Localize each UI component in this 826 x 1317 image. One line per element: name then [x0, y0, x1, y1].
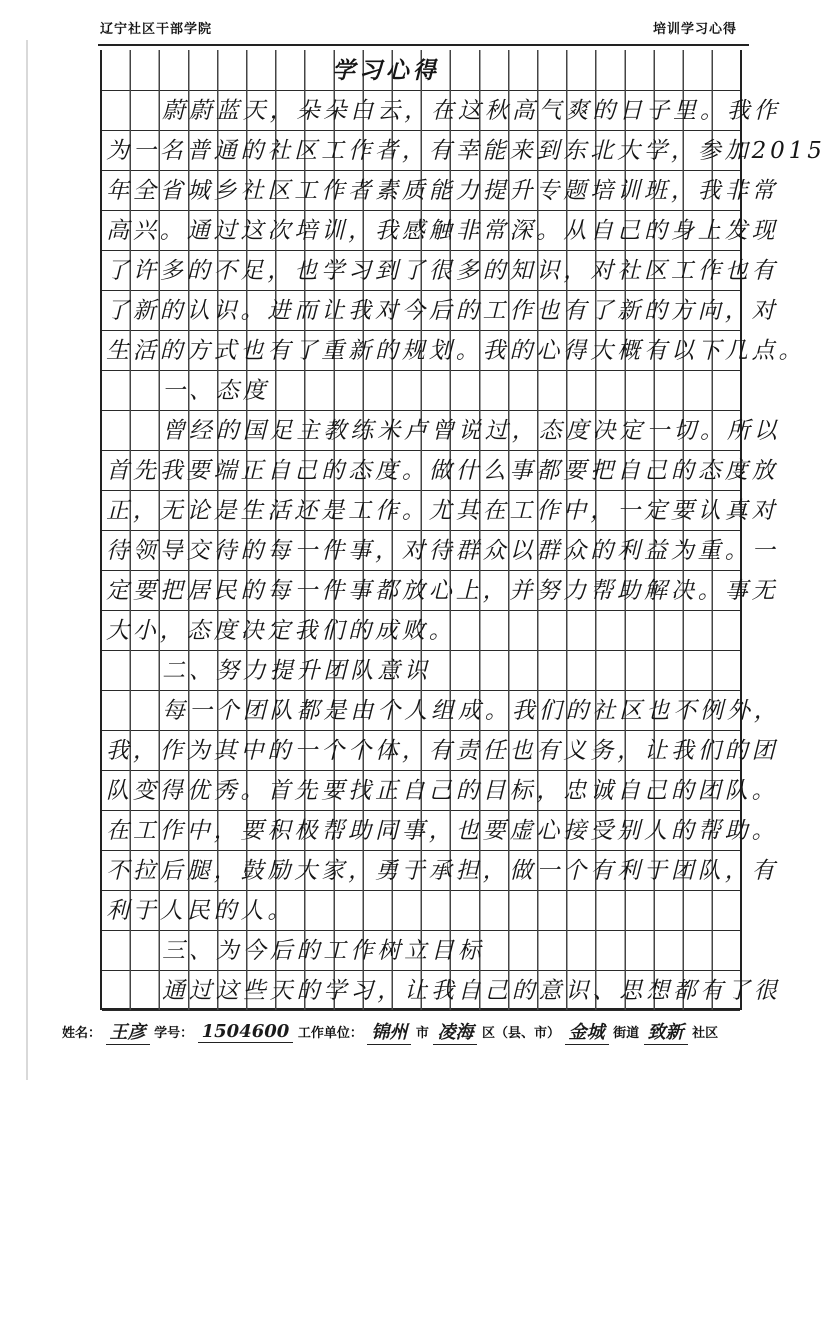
- essay-line: [102, 610, 740, 651]
- essay-line-text: 通过这些天的学习，让我自己的意识、思想都有了很: [162, 978, 781, 1004]
- essay-line-text: 了新的认识。进而让我对今后的工作也有了新的方向，对: [106, 298, 779, 324]
- essay-line-text: 正，无论是生活还是工作。尤其在工作中，一定要认真对: [106, 498, 779, 524]
- essay-line: [102, 90, 781, 131]
- community-suffix: 社区: [692, 1026, 719, 1041]
- essay-line-text: 二、努力提升团队意识: [162, 658, 431, 684]
- essay-line: [102, 490, 779, 531]
- header-institution: 辽宁社区干部学院: [100, 22, 213, 37]
- essay-line: [102, 330, 806, 371]
- essay-line-text: 利于人民的人。: [106, 898, 295, 924]
- essay-line: [102, 770, 779, 811]
- community-value: 致新: [644, 1018, 688, 1045]
- essay-line-text: 在工作中，要积极帮助同事，也要虚心接受别人的帮助。: [106, 818, 779, 844]
- essay-line: [102, 810, 779, 851]
- id-label: 学号：: [154, 1026, 194, 1041]
- street-value: 金城: [565, 1018, 609, 1045]
- essay-line: [102, 290, 779, 331]
- essay-line: [102, 450, 779, 491]
- essay-line-text: 队变得优秀。首先要找正自己的目标，忠诚自己的团队。: [106, 778, 779, 804]
- essay-line-text: 年全省城乡社区工作者素质能力提升专题培训班，我非常: [106, 178, 779, 204]
- street-suffix: 街道: [613, 1026, 640, 1041]
- grid-paper: [100, 50, 826, 1010]
- essay-line: [102, 650, 740, 691]
- essay-line: [102, 850, 779, 891]
- scan-edge: [26, 40, 28, 1080]
- essay-line: [102, 130, 826, 171]
- essay-line: [102, 210, 779, 251]
- district-value: 凌海: [433, 1018, 477, 1045]
- city-value: 锦州: [367, 1018, 411, 1045]
- essay-line-text: 大小，态度决定我们的成败。: [106, 618, 456, 644]
- essay-line: [102, 410, 781, 451]
- name-value: 王彦: [106, 1018, 150, 1045]
- essay-line-text: 曾经的国足主教练米卢曾说过，态度决定一切。所以: [162, 418, 781, 444]
- essay-line-text: 了许多的不足，也学习到了很多的知识，对社区工作也有: [106, 258, 779, 284]
- header-rule: [98, 44, 749, 46]
- essay-line-text: 生活的方式也有了重新的规划。我的心得大概有以下几点。: [106, 338, 806, 364]
- id-value: 1504600: [198, 1021, 294, 1043]
- district-suffix: 区（县、市）: [481, 1026, 560, 1041]
- header-doc-title: 培训学习心得: [652, 22, 737, 37]
- essay-line-text: 为一名普通的社区工作者，有幸能来到东北大学，参加2015: [106, 138, 826, 164]
- essay-line: [102, 690, 781, 731]
- essay-line-text: 我，作为其中的一个个体，有责任也有义务，让我们的团: [106, 738, 779, 764]
- unit-label: 工作单位：: [297, 1026, 363, 1041]
- essay-line-text: 定要把居民的每一件事都放心上，并努力帮助解决。事无: [106, 578, 779, 604]
- essay-line: [102, 530, 779, 571]
- city-suffix: 市: [415, 1026, 429, 1041]
- essay-line-text: 一、态度: [162, 378, 270, 404]
- essay-line-text: 蔚蔚蓝天，朵朵白云，在这秋高气爽的日子里。我作: [162, 98, 781, 124]
- essay-line-text: 每一个团队都是由个人组成。我们的社区也不例外，: [162, 698, 781, 724]
- essay-line: [102, 50, 740, 91]
- essay-line: [102, 890, 740, 931]
- essay-line-text: 待领导交待的每一件事，对待群众以群众的利益为重。一: [106, 538, 779, 564]
- essay-line: [102, 170, 779, 211]
- essay-line-text: 不拉后腿，鼓励大家，勇于承担，做一个有利于团队，有: [106, 858, 779, 884]
- essay-title: 学习心得: [332, 57, 440, 84]
- essay-line: [102, 370, 740, 411]
- essay-line: [102, 730, 779, 771]
- signature-footer: [62, 1018, 762, 1048]
- essay-line: [102, 570, 779, 611]
- essay-line-text: 首先我要端正自己的态度。做什么事都要把自己的态度放: [106, 458, 779, 484]
- essay-line: [102, 970, 781, 1011]
- essay-line: [102, 250, 779, 291]
- name-label: 姓名：: [62, 1026, 102, 1041]
- essay-line: [102, 930, 740, 971]
- essay-line-text: 高兴。通过这次培训，我感触非常深。从自己的身上发现: [106, 218, 779, 244]
- essay-line-text: 三、为今后的工作树立目标: [162, 938, 485, 964]
